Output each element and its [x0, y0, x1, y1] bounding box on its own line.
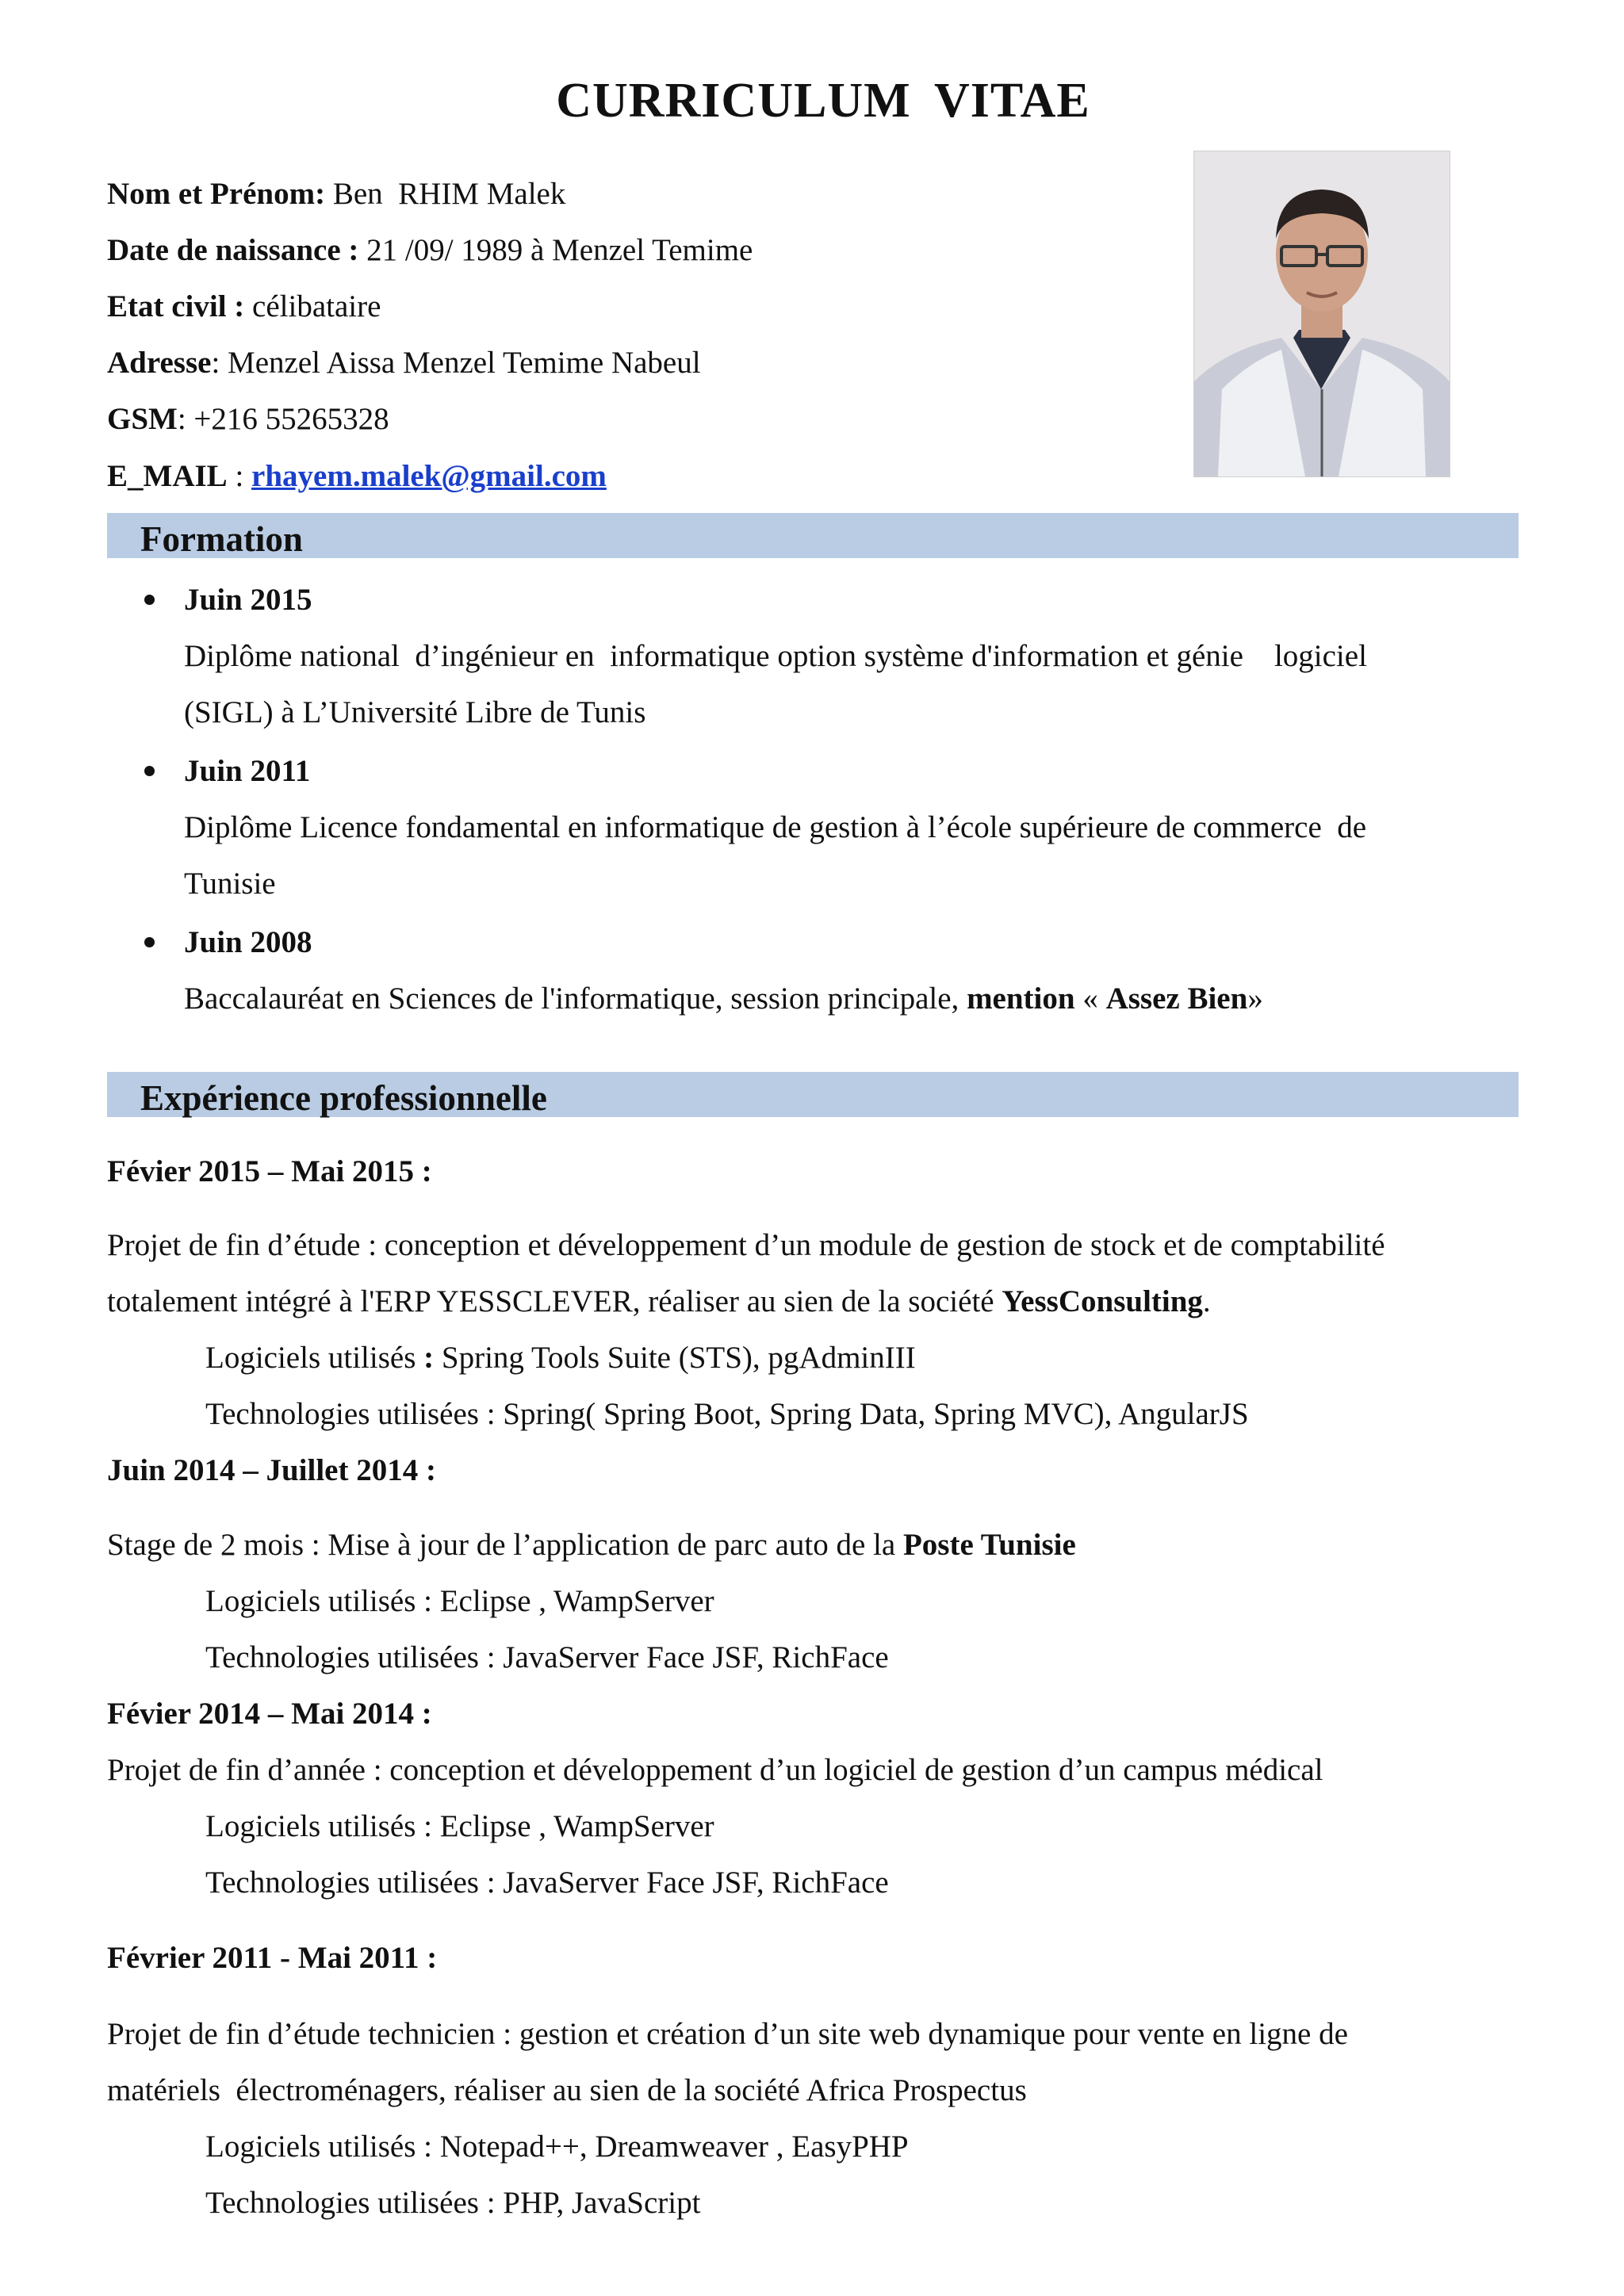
address-label: Adresse [107, 346, 212, 380]
section-experience-heading: Expérience professionnelle [140, 1078, 547, 1118]
gsm-row [107, 404, 389, 434]
formation-mention-value: Assez Bien [1105, 982, 1248, 1016]
address-value: : Menzel Aissa Menzel Temime Nabeul [211, 346, 701, 380]
experience-period: Févier 2015 – Mai 2015 : [107, 1154, 432, 1188]
formation-mention: mention [967, 982, 1075, 1016]
formation-desc: Diplôme Licence fondamental en informatique de gestion à l’école supérieure de commerce de [184, 810, 1367, 844]
experience-tech: Technologies utilisées : Spring( Spring Boot, Spring Data, Spring MVC), AngularJS [205, 1397, 1249, 1431]
experience-tech: Technologies utilisées : JavaServer Face JSF, RichFace [205, 1640, 889, 1674]
experience-period: Févier 2014 – Mai 2014 : [107, 1697, 432, 1731]
bullet-icon [144, 595, 155, 605]
bullet-icon [144, 766, 155, 776]
profile-photo-image [1194, 151, 1450, 476]
formation-date: Juin 2015 [184, 583, 312, 617]
section-formation-heading: Formation [140, 519, 303, 559]
experience-tools: Logiciels utilisés : Eclipse , WampServer [205, 1809, 714, 1843]
experience-company: Poste Tunisie [902, 1528, 1076, 1562]
gsm-label: GSM [107, 402, 178, 436]
gsm-value: : +216 55265328 [177, 402, 389, 436]
formation-desc-text: Baccalauréat en Sciences de l'informatique, session principale, [184, 982, 967, 1016]
civil-label: Etat civil : [107, 289, 245, 323]
formation-date: Juin 2011 [184, 754, 311, 788]
email-row [107, 461, 607, 492]
address-row [107, 347, 701, 378]
experience-desc [107, 1529, 1076, 1560]
section-formation [107, 513, 1519, 558]
tools-value: Spring Tools Suite (STS), pgAdminIII [434, 1341, 916, 1375]
formation-desc: Tunisie [184, 867, 276, 901]
experience-company: YessConsulting [1002, 1284, 1203, 1318]
birth-label: Date de naissance : [107, 233, 359, 267]
section-experience [107, 1072, 1519, 1117]
experience-desc-text: Stage de 2 mois : Mise à jour de l’application de parc auto de la [107, 1528, 903, 1562]
formation-desc [184, 983, 1263, 1014]
experience-desc-text: totalement intégré à l'ERP YESSCLEVER, réaliser au sien de la société [107, 1284, 1002, 1318]
experience-desc: Projet de fin d’année : conception et développement d’un logiciel de gestion d’un campus médical [107, 1753, 1323, 1787]
name-row [107, 178, 565, 209]
page-title: CURRICULUM VITAE [556, 74, 1090, 128]
civil-row [107, 291, 381, 322]
formation-desc: Diplôme national d’ingénieur en informatique option système d'information et génie logiciel [184, 639, 1367, 673]
experience-tech: Technologies utilisées : PHP, JavaScript [205, 2186, 701, 2220]
email-separator: : [227, 459, 252, 493]
formation-date: Juin 2008 [184, 925, 312, 959]
tools-label: Logiciels utilisés [205, 1341, 424, 1375]
formation-quote-open: « [1074, 982, 1106, 1016]
profile-photo [1193, 151, 1450, 477]
experience-desc [107, 1286, 1211, 1317]
birth-row [107, 235, 753, 266]
bullet-icon [144, 937, 155, 947]
experience-desc: matériels électroménagers, réaliser au sien de la société Africa Prospectus [107, 2073, 1027, 2107]
experience-desc-end: . [1202, 1284, 1211, 1318]
formation-desc: (SIGL) à L’Université Libre de Tunis [184, 695, 646, 729]
formation-quote-close: » [1247, 982, 1263, 1016]
experience-tools: Logiciels utilisés : Notepad++, Dreamweaver , EasyPHP [205, 2130, 909, 2164]
experience-tools: Logiciels utilisés : Eclipse , WampServer [205, 1584, 714, 1618]
name-value: Ben RHIM Malek [325, 177, 566, 211]
experience-desc: Projet de fin d’étude technicien : gestion et création d’un site web dynamique pour vente en ligne de [107, 2017, 1348, 2051]
tools-colon: : [423, 1341, 435, 1375]
experience-desc: Projet de fin d’étude : conception et développement d’un module de gestion de stock et de comptabilité [107, 1228, 1385, 1262]
experience-tech: Technologies utilisées : JavaServer Face JSF, RichFace [205, 1866, 889, 1900]
civil-value: célibataire [244, 289, 381, 323]
birth-value: 21 /09/ 1989 à Menzel Temime [358, 233, 753, 267]
name-label: Nom et Prénom: [107, 177, 326, 211]
experience-tools [205, 1342, 916, 1373]
experience-period: Février 2011 - Mai 2011 : [107, 1941, 438, 1975]
experience-period: Juin 2014 – Juillet 2014 : [107, 1453, 436, 1487]
email-label: E_MAIL [107, 459, 228, 493]
email-link[interactable]: rhayem.malek@gmail.com [251, 459, 607, 493]
